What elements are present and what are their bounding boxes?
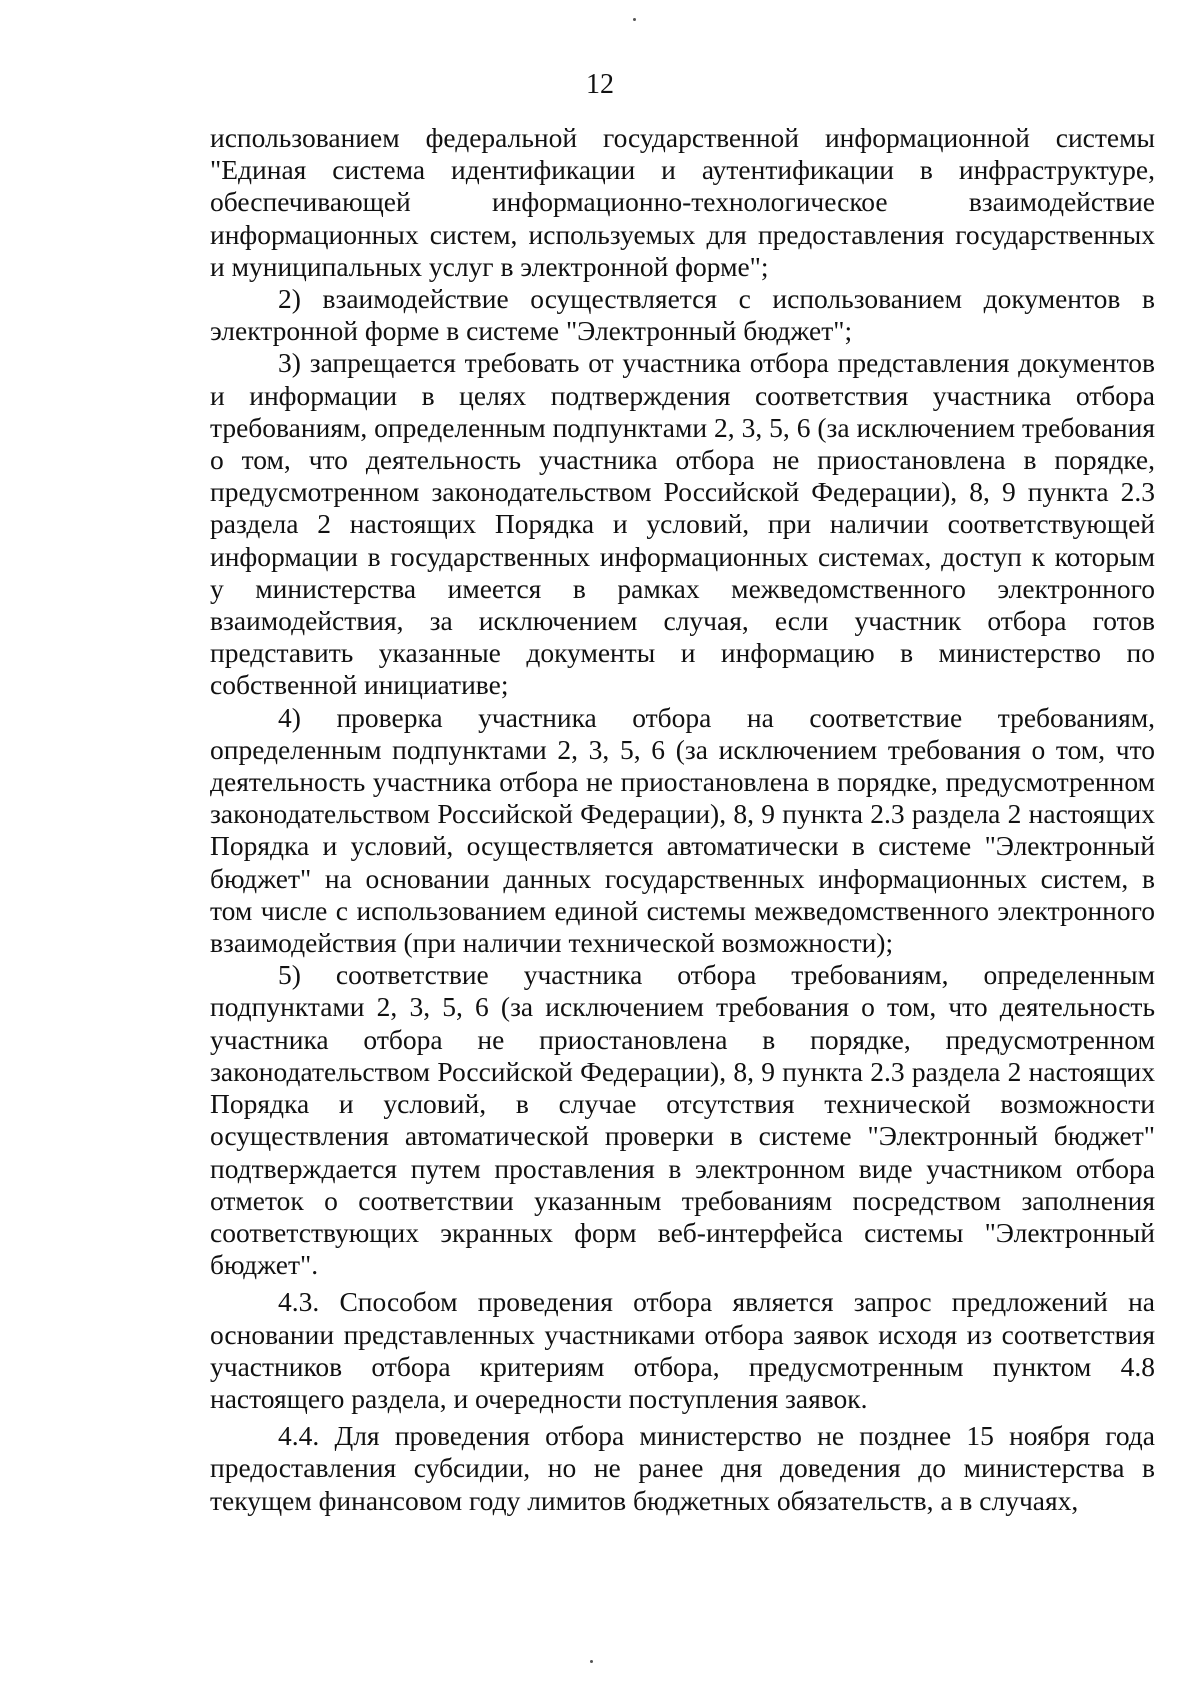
scan-speck-top — [633, 18, 636, 21]
scan-speck-bottom — [590, 1660, 593, 1663]
paragraph-item-4: 4) проверка участника отбора на соответствие требованиям, определенным подпунктами 2, 3, 5, 6 (за исключением требования о том, что деятельность участника отбора не приостановлена в порядке, предусмотренном законодательством Российской Федерации), 8, 9 пункта 2.3 раздела 2 настоящих Порядка и условий, осуществляется автоматически в системе "Электронный бюджет" на основании данных государственных информационных систем, в том числе с использованием единой системы межведомственного электронного взаимодействия (при наличии технической возможности); — [210, 701, 1155, 959]
paragraph-item-2: 2) взаимодействие осуществляется с использованием документов в электронной форме в системе "Электронный бюджет"; — [210, 283, 1155, 347]
paragraph-item-5: 5) соответствие участника отбора требованиям, определенным подпунктами 2, 3, 5, 6 (за исключением требования о том, что деятельность участника отбора не приостановлена в порядке, предусмотренном законодательством Российской Федерации), 8, 9 пункта 2.3 раздела 2 настоящих Порядка и условий, в случае отсутствия технической возможности осуществления автоматической проверки в системе "Электронный бюджет" подтверждается путем проставления в электронном виде участником отбора отметок о соответствии указанным требованиям посредством заполнения соответствующих экранных форм веб-интерфейса системы "Электронный бюджет". — [210, 959, 1155, 1281]
paragraph-item-3: 3) запрещается требовать от участника отбора представления документов и информации в целях подтверждения соответствия участника отбора требованиям, определенным подпунктами 2, 3, 5, 6 (за исключением требования о том, что деятельность участника отбора не приостановлена в порядке, предусмотренном законодательством Российской Федерации), 8, 9 пункта 2.3 раздела 2 настоящих Порядка и условий, при наличии соответствующей информации в государственных информационных системах, доступ к которым у министерства имеется в рамках межведомственного электронного взаимодействия, за исключением случая, если участник отбора готов представить указанные документы и информацию в министерство по собственной инициативе; — [210, 347, 1155, 701]
document-body — [210, 122, 1155, 1517]
paragraph-4-4: 4.4. Для проведения отбора министерство не позднее 15 ноября года предоставления субсидии, но не ранее дня доведения до министерства в текущем финансовом году лимитов бюджетных обязательств, а в случаях, — [210, 1420, 1155, 1516]
page-number: 12 — [586, 69, 614, 100]
paragraph-4-3: 4.3. Способом проведения отбора является запрос предложений на основании представленных участниками отбора заявок исходя из соответствия участников отбора критериям отбора, предусмотренным пунктом 4.8 настоящего раздела, и очередности поступления заявок. — [210, 1286, 1155, 1414]
paragraph-continuation: использованием федеральной государственной информационной системы "Единая система идентификации и аутентификации в инфраструктуре, обеспечивающей информационно-технологическое взаимодействие информационных систем, используемых для предоставления государственных и муниципальных услуг в электронной форме"; — [210, 122, 1155, 282]
